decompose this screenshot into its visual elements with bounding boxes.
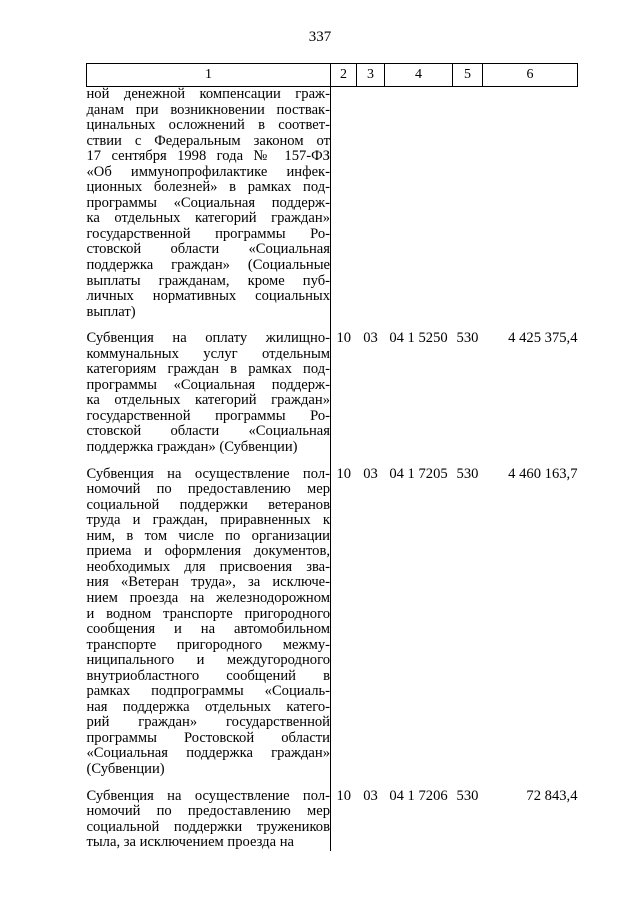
description-line: тыла, за исключением проезда на xyxy=(86,834,295,851)
subsection-code: 03 xyxy=(363,330,378,347)
section-code xyxy=(331,87,357,332)
column-header-4: 4 xyxy=(385,64,453,87)
column-header-5: 5 xyxy=(453,64,483,87)
description-line: сообщения и на автомобильном xyxy=(86,621,330,638)
expense-type-code xyxy=(453,87,483,332)
description-line: программы «Социальная поддерж- xyxy=(86,194,330,211)
section-code: 10 xyxy=(336,465,352,482)
subsection-code xyxy=(357,87,385,332)
description-line: (Субвенции) xyxy=(86,760,165,777)
description-line: данам при возникновении поствак- xyxy=(86,101,330,118)
description-line: необходимых для присвоения зва- xyxy=(86,558,330,575)
description-line: рий граждан» государственной xyxy=(86,714,330,731)
amount: 4 425 375,4 xyxy=(508,330,578,347)
column-number-header-row xyxy=(87,64,578,87)
description-line: ка отдельных категорий граждан» xyxy=(86,392,330,409)
subsection-code: 03 xyxy=(363,465,378,482)
section-code: 10 xyxy=(336,787,352,804)
description-line: рамках подпрограммы «Социаль- xyxy=(86,683,330,700)
description-line: выплаты гражданам, кроме пуб- xyxy=(86,272,330,289)
amount: 72 843,4 xyxy=(526,787,578,804)
description-line: ная поддержка отдельных катего- xyxy=(86,698,330,715)
description-line: социальной поддержки тружеников xyxy=(86,818,330,835)
table-row xyxy=(87,789,578,851)
description-line: цинальных осложнений в соответ- xyxy=(86,117,330,134)
row-description xyxy=(87,467,331,789)
row-description xyxy=(87,789,331,851)
description-line: выплат) xyxy=(86,303,136,320)
description-line: и водном транспорте пригородного xyxy=(86,605,330,622)
target-article-code xyxy=(385,87,453,332)
description-line: коммунальных услуг отдельным xyxy=(86,345,330,362)
table-row xyxy=(87,467,578,789)
column-header-6: 6 xyxy=(483,64,578,87)
table-body xyxy=(87,87,578,851)
description-line: поддержка граждан» (Социальные xyxy=(86,257,330,274)
description-line: номочий по предоставлению мер xyxy=(86,481,330,498)
description-line: программы «Социальная поддерж- xyxy=(86,376,330,393)
description-line: личных нормативных социальных xyxy=(86,288,330,305)
expense-type-code: 530 xyxy=(456,465,479,482)
table-row xyxy=(87,87,578,332)
description-line: внутриобластного сообщений в xyxy=(86,667,330,684)
description-line: ния «Ветеран труда», за исключе- xyxy=(86,574,330,591)
section-code: 10 xyxy=(336,330,352,347)
row-description xyxy=(87,87,331,332)
description-line: стовской области «Социальная xyxy=(86,241,330,258)
description-line: ствии с Федеральным законом от xyxy=(86,132,330,149)
target-article-code: 04 1 7205 xyxy=(389,465,448,482)
amount: 4 460 163,7 xyxy=(508,465,578,482)
amount xyxy=(483,87,578,332)
description-line: ной денежной компенсации граж- xyxy=(86,86,330,102)
target-article-code: 04 1 5250 xyxy=(389,330,448,347)
column-header-2: 2 xyxy=(331,64,357,87)
expense-type-code: 530 xyxy=(456,787,479,804)
description-line: поддержка граждан» (Субвенции) xyxy=(86,439,298,456)
description-line: труда и граждан, приравненных к xyxy=(86,512,330,529)
table-row xyxy=(87,331,578,466)
description-line: государственной программы Ро- xyxy=(86,225,330,242)
page-number: 337 xyxy=(308,29,332,45)
description-line: 17 сентября 1998 года № 157-ФЗ xyxy=(86,148,330,165)
budget-table xyxy=(86,63,578,851)
row-description xyxy=(87,331,331,466)
description-line: стовской области «Социальная xyxy=(86,423,330,440)
description-line: приема и оформления документов, xyxy=(86,543,330,560)
target-article-code: 04 1 7206 xyxy=(389,787,448,804)
description-line: «Об иммунопрофилактике инфек- xyxy=(86,163,330,180)
description-line: государственной программы Ро- xyxy=(86,407,330,424)
description-line: программы Ростовской области xyxy=(86,729,330,746)
description-line: Субвенция на осуществление пол- xyxy=(86,787,330,804)
description-line: Субвенция на оплату жилищно- xyxy=(86,330,330,347)
description-line: ниципального и междугородного xyxy=(86,652,330,669)
description-line: ним, в том числе по организации xyxy=(86,527,330,544)
description-line: номочий по предоставлению мер xyxy=(86,803,330,820)
column-header-1: 1 xyxy=(87,64,331,87)
description-line: ционных болезней» в рамках под- xyxy=(86,179,330,196)
description-line: Субвенция на осуществление пол- xyxy=(86,465,330,482)
description-line: категориям граждан в рамках под- xyxy=(86,361,330,378)
column-header-3: 3 xyxy=(357,64,385,87)
description-line: ка отдельных категорий граждан» xyxy=(86,210,330,227)
description-line: социальной поддержки ветеранов xyxy=(86,496,330,513)
description-line: нием проезда на железнодорожном xyxy=(86,589,330,606)
description-line: транспорте пригородного межму- xyxy=(86,636,330,653)
expense-type-code: 530 xyxy=(456,330,479,347)
description-line: «Социальная поддержка граждан» xyxy=(86,745,330,762)
subsection-code: 03 xyxy=(363,787,378,804)
